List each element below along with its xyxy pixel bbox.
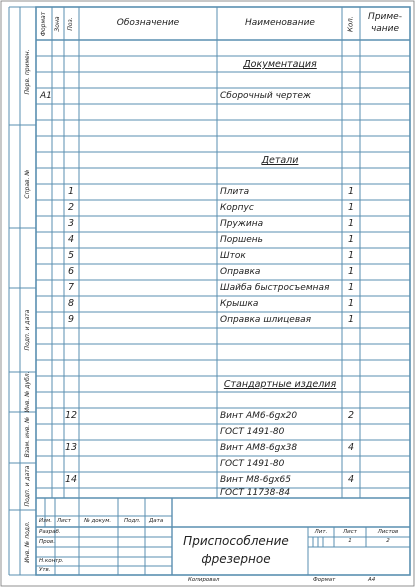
- detail-pos: 9: [67, 314, 75, 325]
- detail-name: Шайба быстросъемная: [220, 283, 330, 293]
- detail-pos: 7: [67, 282, 75, 293]
- detail-name: Шток: [220, 251, 246, 261]
- document-title-line2: фрезерное: [201, 552, 271, 566]
- tb-change-label: Изм.: [39, 518, 52, 524]
- side-label-sign-date-2: Подп. и дата: [24, 465, 31, 507]
- document-title-line1: Приспособление: [183, 534, 289, 548]
- standard-standard: ГОСТ 1491-80: [220, 427, 285, 437]
- tb-docnum-label: № докум.: [84, 518, 112, 524]
- header-position: Поз.: [67, 17, 74, 31]
- header-note-line1: Приме-: [368, 12, 402, 22]
- detail-pos: 5: [67, 250, 75, 261]
- detail-name: Оправка шлицевая: [220, 315, 312, 325]
- header-format: Формат: [40, 11, 47, 37]
- detail-name: Крышка: [220, 299, 259, 309]
- standard-qty: 4: [347, 474, 355, 485]
- standard-standard: ГОСТ 1491-80: [220, 459, 285, 469]
- detail-pos: 8: [67, 298, 75, 309]
- detail-qty: 1: [347, 202, 355, 213]
- detail-qty: 1: [347, 234, 355, 245]
- detail-qty: 1: [347, 186, 355, 197]
- section-documentation: Документация: [243, 59, 317, 70]
- tb-checked-label: Пров.: [39, 539, 55, 545]
- detail-qty: 1: [347, 314, 355, 325]
- header-designation: Обозначение: [116, 18, 180, 28]
- section-details: Детали: [261, 155, 299, 166]
- standard-standard: ГОСТ 11738-84: [220, 488, 291, 498]
- tb-norm-control-label: Н.контр.: [39, 558, 64, 564]
- footer-format-value: А4: [368, 577, 376, 583]
- header-quantity: Кол.: [346, 16, 355, 32]
- header-name: Наименование: [245, 18, 315, 28]
- detail-name: Оправка: [220, 267, 261, 277]
- detail-name: Поршень: [220, 235, 263, 245]
- detail-pos: 3: [67, 218, 75, 229]
- tb-sheets-header: Листов: [377, 529, 399, 535]
- standard-name: Винт АМ8-6gх38: [220, 443, 298, 453]
- standard-pos: 12: [64, 410, 78, 421]
- standard-name: Винт М8-6gх65: [220, 475, 291, 485]
- detail-name: Корпус: [220, 203, 254, 213]
- section-standard-items: Стандартные изделия: [223, 379, 337, 390]
- footer-format-label: Формат: [313, 577, 336, 583]
- standard-pos: 13: [64, 442, 78, 453]
- detail-qty: 1: [347, 282, 355, 293]
- tb-approved-label: Утв.: [39, 567, 51, 573]
- side-label-dup-inv: Инв. № дубл.: [24, 371, 31, 413]
- detail-name: Пружина: [220, 219, 264, 229]
- detail-pos: 6: [67, 266, 75, 277]
- detail-qty: 1: [347, 218, 355, 229]
- tb-developed-label: Разраб.: [39, 529, 61, 535]
- detail-pos: 2: [67, 202, 75, 213]
- standard-pos: 14: [64, 474, 78, 485]
- standard-qty: 2: [347, 410, 355, 421]
- tb-sheet-label: Лист: [57, 518, 71, 524]
- header-note-line2: чание: [370, 24, 400, 34]
- doc-name: Сборочный чертеж: [220, 91, 312, 101]
- tb-sheets-value: 2: [386, 538, 390, 544]
- standard-name: Винт АМ6-6gх20: [220, 411, 298, 421]
- tb-date-label: Дата: [149, 518, 164, 524]
- detail-name: Плита: [220, 187, 250, 197]
- side-label-first-use: Перв. примен.: [24, 49, 31, 95]
- tb-sheet-value: 1: [348, 538, 352, 544]
- detail-qty: 1: [347, 298, 355, 309]
- tb-letter-label: Лит.: [314, 529, 328, 535]
- detail-pos: 4: [67, 234, 75, 245]
- detail-pos: 1: [67, 186, 75, 197]
- standard-qty: 4: [347, 442, 355, 453]
- header-zone: Зона: [54, 16, 61, 32]
- footer-copied: Копировал: [188, 577, 220, 583]
- doc-format: А1: [40, 91, 52, 101]
- detail-qty: 1: [347, 266, 355, 277]
- detail-qty: 1: [347, 250, 355, 261]
- side-label-original-inv: Инв. № подл.: [24, 521, 31, 563]
- side-label-sign-date: Подп. и дата: [24, 309, 31, 351]
- side-label-reference: Справ. №: [24, 169, 31, 199]
- side-label-replace-inv: Взам. инв. №: [24, 416, 31, 458]
- tb-sheet-header: Лист: [343, 529, 357, 535]
- tb-sign-label: Подп.: [124, 518, 141, 524]
